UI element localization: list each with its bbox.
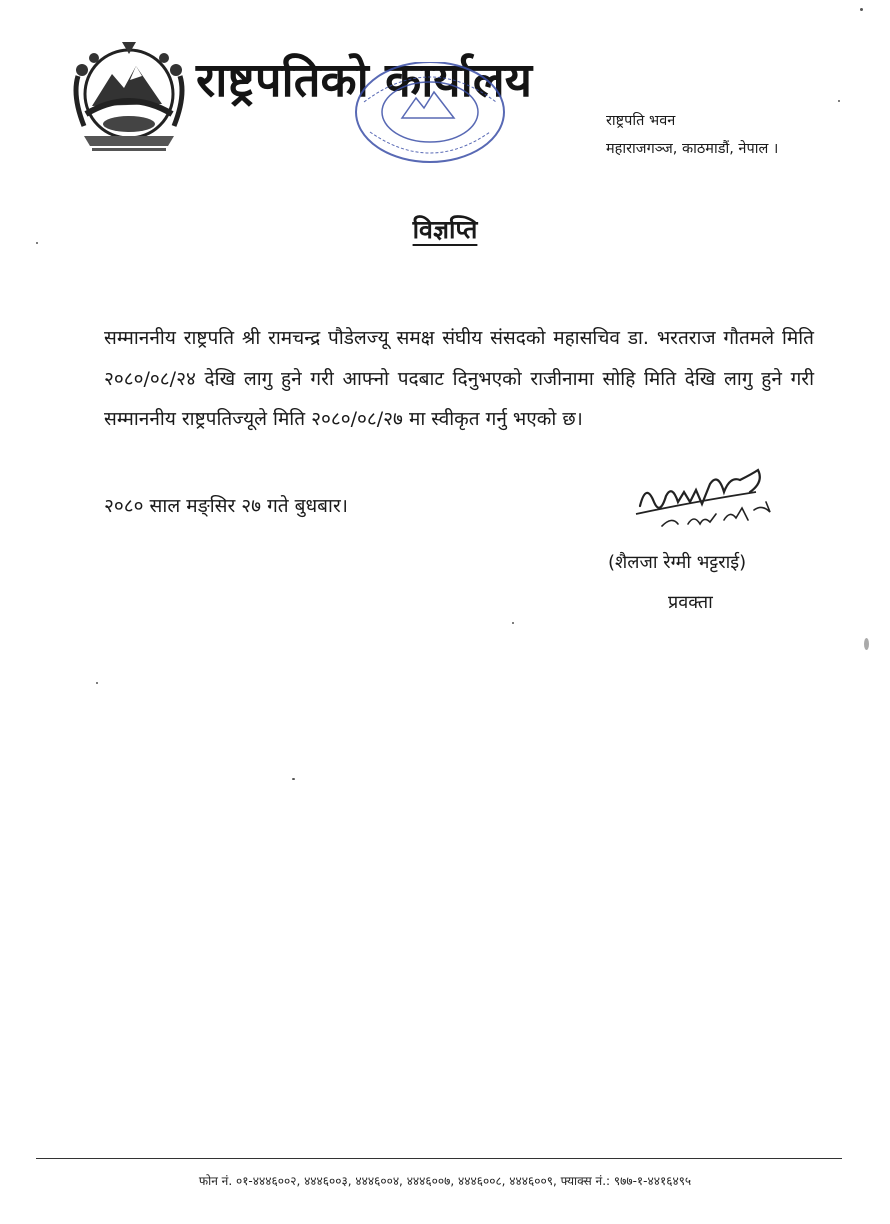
address-line-1: राष्ट्रपति भवन	[606, 113, 676, 129]
scan-speck	[512, 622, 514, 624]
signatory-name: (शैलजा रेग्मी भट्टराई)	[608, 552, 747, 573]
scan-speck	[838, 100, 840, 102]
national-emblem-icon	[64, 36, 194, 156]
notice-heading-wrap	[0, 212, 890, 246]
scan-speck	[864, 638, 869, 650]
footer-contact: फोन नं. ०१-४४४६००२, ४४४६००३, ४४४६००४, ४४४६००७, ४४४६००८, ४४४६००९, फ्याक्स नं.: ९७७-१-४४१६४९५	[198, 1174, 692, 1188]
notice-body: सम्माननीय राष्ट्रपति श्री रामचन्द्र पौडेलज्यू समक्ष संघीय संसदको महासचिव डा. भरतराज गौतमले मिति २०८०/०८/२४ देखि लागु हुने गरी आफ्नो पदबाट दिनुभएको राजीनामा सोहि मिति देखि लागु हुने गरी सम्माननीय राष्ट्रपतिज्यूले मिति २०८०/०८/२७ मा स्वीकृत गर्नु भएको छ।	[104, 327, 814, 430]
office-title: राष्ट्रपतिको कार्यालय	[196, 53, 532, 108]
scan-speck	[292, 778, 295, 780]
official-stamp	[350, 62, 510, 174]
address-line-2: महाराजगञ्ज, काठमाडौं, नेपाल ।	[606, 141, 779, 157]
scan-speck	[860, 8, 863, 11]
scan-speck	[96, 682, 98, 684]
scan-speck	[36, 242, 38, 244]
handwritten-signature	[632, 462, 782, 532]
signatory-role: प्रवक्ता	[668, 592, 713, 613]
notice-date: २०८० साल मङ्सिर २७ गते बुधबार।	[104, 495, 348, 517]
footer-divider	[36, 1158, 842, 1159]
notice-heading: विज्ञप्ति	[412, 215, 478, 244]
